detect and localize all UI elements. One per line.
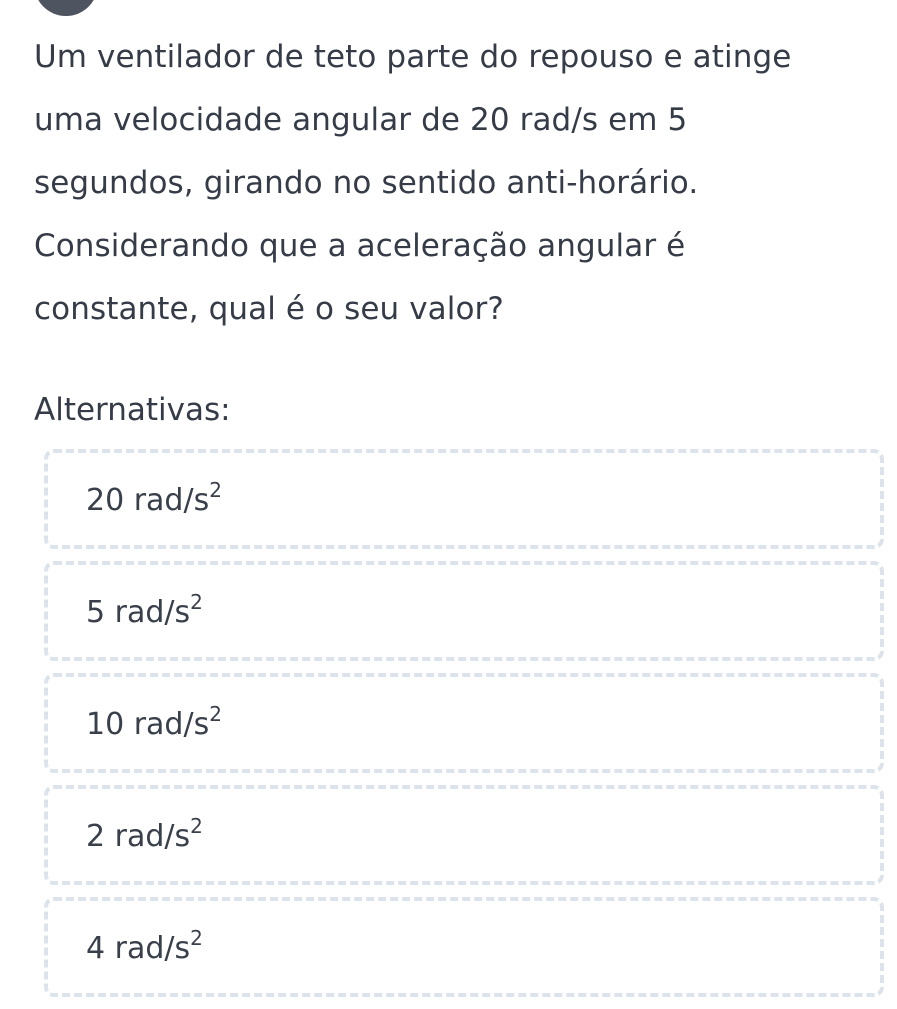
- alternative-option-label: 5 rad/$s^2$: [86, 590, 203, 630]
- alternative-option-label: 2 rad/$s^2$: [86, 814, 203, 854]
- alternative-option-label: 20 rad/$s^2$: [86, 478, 222, 518]
- avatar: [34, 0, 98, 16]
- alternative-option-2[interactable]: [44, 561, 884, 661]
- alternatives-list: [44, 449, 884, 1009]
- alternative-option-5[interactable]: [44, 897, 884, 997]
- alternative-option-label: 10 rad/$s^2$: [86, 702, 222, 742]
- alternative-option-1[interactable]: [44, 449, 884, 549]
- alternatives-heading: Alternativas:: [34, 392, 231, 428]
- alternative-option-4[interactable]: [44, 785, 884, 885]
- alternative-option-label: 4 rad/$s^2$: [86, 926, 203, 966]
- alternative-option-3[interactable]: [44, 673, 884, 773]
- question-text: Um ventilador de teto parte do repouso e atinge uma velocidade angular de 20 rad/s em 5 segundos, girando no sentido anti-horário. Considerando que a aceleração angular é constante, qual é o seu valor?: [34, 39, 792, 327]
